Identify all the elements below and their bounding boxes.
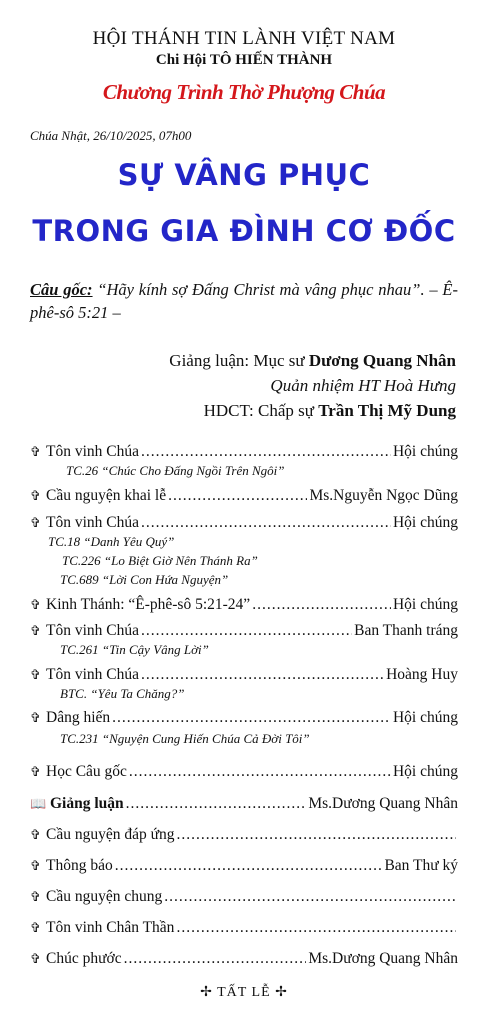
list-item xyxy=(30,826,458,844)
hymn: TC.261 “Tin Cậy Vâng Lời” xyxy=(60,642,209,657)
hymn: TC.226 “Lo Biệt Giờ Nên Thánh Ra” xyxy=(62,553,258,568)
item-label: Giảng luận xyxy=(50,795,124,812)
list-item xyxy=(30,919,458,937)
cross-icon: ✞ xyxy=(30,515,41,530)
hymn: TC.26 “Chúc Cho Đấng Ngồi Trên Ngôi” xyxy=(66,463,285,478)
hdct-name: Trần Thị Mỹ Dung xyxy=(318,401,456,420)
item-label: Tôn vinh Chúa xyxy=(46,514,139,531)
leader-dots xyxy=(124,950,307,968)
list-item xyxy=(30,622,458,640)
organization-name: HỘI THÁNH TIN LÀNH VIỆT NAM xyxy=(92,28,396,49)
cross-icon: ✞ xyxy=(30,827,41,842)
item-leader: Ms.Dương Quang Nhân xyxy=(308,950,458,967)
item-label: Dâng hiến xyxy=(46,709,111,726)
item-leader: Ms.Dương Quang Nhân xyxy=(308,795,458,812)
key-verse-reference: – Ê-phê-sô 5:21 – xyxy=(30,280,458,322)
list-item xyxy=(30,666,458,684)
cross-icon: ✞ xyxy=(30,951,41,966)
speaker-block xyxy=(169,348,456,423)
cross-icon: ✞ xyxy=(30,623,41,638)
cross-icon: ✞ xyxy=(30,889,41,904)
leader-dots xyxy=(112,709,391,727)
cross-icon: ✞ xyxy=(30,764,41,779)
item-leader: Ban Thư ký xyxy=(384,857,458,874)
item-label: Tôn vinh Chân Thần xyxy=(46,919,175,936)
hymn: TC.231 “Nguyện Cung Hiến Chúa Cả Đời Tôi” xyxy=(60,731,310,746)
item-label: Cầu nguyện khai lễ xyxy=(46,487,167,504)
hymn: BTC. “Yêu Ta Chăng?” xyxy=(60,686,185,701)
leader-dots xyxy=(115,857,383,875)
item-label: Cầu nguyện chung xyxy=(46,888,163,905)
list-item xyxy=(30,709,458,727)
cross-icon: ✞ xyxy=(30,597,41,612)
item-label: Kinh Thánh: “Ê-phê-sô 5:21-24” xyxy=(46,596,251,613)
item-label: Tôn vinh Chúa xyxy=(46,443,139,460)
item-leader: Hội chúng xyxy=(392,596,458,613)
list-item xyxy=(30,950,458,968)
leader-dots xyxy=(141,622,352,640)
list-item xyxy=(30,857,458,875)
cross-icon: ✞ xyxy=(30,488,41,503)
item-label: Chúc phước xyxy=(46,950,122,967)
list-item xyxy=(30,763,458,781)
list-item xyxy=(30,888,458,906)
key-verse-text: “Hãy kính sợ Đấng Christ mà vâng phục nhau”. xyxy=(97,280,425,299)
key-verse xyxy=(30,278,458,324)
leader-dots xyxy=(176,919,456,937)
closing-text: ✢ TẤT LỄ ✢ xyxy=(200,985,288,1000)
item-leader: Hội chúng xyxy=(392,514,458,531)
item-leader: Hội chúng xyxy=(392,763,458,780)
hymn: TC.689 “Lời Con Hứa Nguyện” xyxy=(60,572,229,587)
item-label: Cầu nguyện đáp ứng xyxy=(46,826,175,843)
item-label: Tôn vinh Chúa xyxy=(46,622,139,639)
sermon-title-line1: SỰ VÂNG PHỤC xyxy=(117,158,371,192)
item-label: Học Câu gốc xyxy=(46,763,127,780)
leader-dots xyxy=(177,826,456,844)
speaker-name: Dương Quang Nhân xyxy=(308,351,456,370)
list-item xyxy=(30,795,458,813)
list-item xyxy=(30,514,458,532)
leader-dots xyxy=(129,763,391,781)
speaker-position: Quản nhiệm HT Hoà Hưng xyxy=(270,376,456,395)
cross-icon: ✞ xyxy=(30,710,41,725)
service-date: Chúa Nhật, 26/10/2025, 07h00 xyxy=(30,128,192,143)
speaker-role: Giảng luận: Mục sư xyxy=(169,351,305,370)
cross-icon: ✞ xyxy=(30,444,41,459)
program-title: Chương Trình Thờ Phượng Chúa xyxy=(102,80,386,104)
leader-dots xyxy=(252,596,391,614)
list-item xyxy=(30,596,458,614)
leader-dots xyxy=(168,487,307,505)
hymn: TC.18 “Danh Yêu Quý” xyxy=(48,534,175,549)
sermon-title-line2: TRONG GIA ĐÌNH CƠ ĐỐC xyxy=(32,214,456,248)
leader-dots xyxy=(141,514,391,532)
item-label: Tôn vinh Chúa xyxy=(46,666,139,683)
leader-dots xyxy=(164,888,456,906)
book-icon: 📖 xyxy=(30,796,47,811)
leader-dots xyxy=(141,666,384,684)
cross-icon: ✞ xyxy=(30,858,41,873)
list-item xyxy=(30,487,458,505)
leader-dots xyxy=(126,795,307,813)
item-leader: Hội chúng xyxy=(392,709,458,726)
cross-icon: ✞ xyxy=(30,667,41,682)
item-leader: Hội chúng xyxy=(392,443,458,460)
leader-dots xyxy=(141,443,391,461)
branch-name: Chi Hội TÔ HIẾN THÀNH xyxy=(155,52,333,68)
key-verse-label: Câu gốc: xyxy=(30,280,93,299)
item-label: Thông báo xyxy=(46,857,113,874)
list-item xyxy=(30,443,458,461)
cross-icon: ✞ xyxy=(30,920,41,935)
item-leader: Ms.Nguyễn Ngọc Dũng xyxy=(309,487,458,504)
item-leader: Hoàng Huy xyxy=(386,666,458,683)
item-leader: Ban Thanh tráng xyxy=(354,622,458,639)
hdct-label: HDCT: Chấp sự xyxy=(203,401,314,420)
